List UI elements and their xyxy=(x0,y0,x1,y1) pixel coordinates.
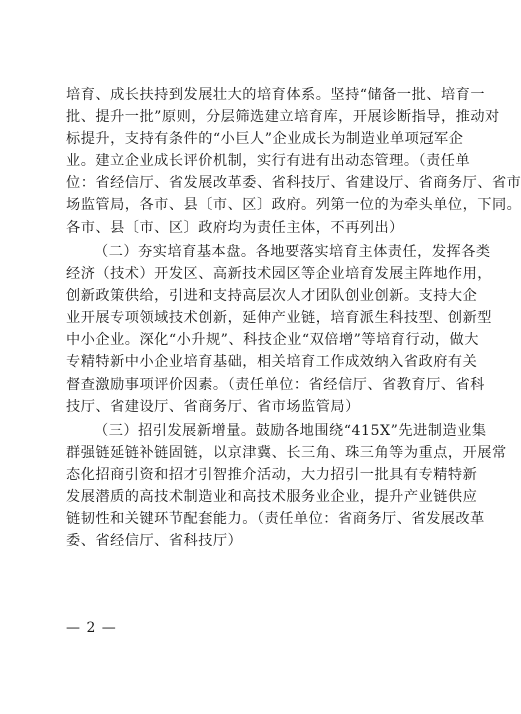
text-line: 中小企业。深化“小升规”、科技企业“双倍增”等培育行动，做大 xyxy=(66,332,479,349)
paragraph-2 xyxy=(66,241,492,418)
text-line: 业。建立企业成长评价机制，实行有进有出动态管理。（责任单 xyxy=(66,153,471,170)
paragraph-3 xyxy=(66,420,507,553)
text-line: 经济（技术）开发区、高新技术园区等企业培育发展主阵地作用， xyxy=(66,266,492,283)
text-line: 批、提升一批”原则，分层筛选建立培育库，开展诊断指导，推动对 xyxy=(66,109,500,126)
paragraph-1 xyxy=(66,84,521,239)
text-line: 督查激励事项评价因素。（责任单位：省经信厅、省教育厅、省科 xyxy=(66,376,485,393)
text-line: 技厅、省建设厅、省商务厅、省市场监管局） xyxy=(66,398,360,415)
text-line: 发展潜质的高技术制造业和高技术服务业企业，提升产业链供应 xyxy=(66,489,478,506)
text-line: 群强链延链补链固链，以京津冀、长三角、珠三角等为重点，开展常 xyxy=(66,445,507,462)
text-line: 场监管局，各市、县〔市、区〕政府。列第一位的为牵头单位，下同。 xyxy=(66,197,521,214)
text-line: 委、省经信厅、省科技厅） xyxy=(66,533,243,550)
text-line: 创新政策供给，引进和支持高层次人才团队创业创新。支持大企 xyxy=(66,288,478,305)
text-line: 各市、县〔市、区〕政府均为责任主体，不再列出） xyxy=(66,219,404,236)
text-line: 标提升，支持有条件的“小巨人”企业成长为制造业单项冠军企 xyxy=(66,131,464,148)
text-line: 培育、成长扶持到发展壮大的培育体系。坚持“储备一批、培育一 xyxy=(66,87,486,103)
text-line: 专精特新中小企业培育基础，相关培育工作成效纳入省政府有关 xyxy=(66,354,478,371)
text-line: 态化招商引资和招才引智推介活动，大力招引一批具有专精特新 xyxy=(66,467,478,484)
text-line: 位：省经信厅、省发展改革委、省科技厅、省建设厅、省商务厅、省市 xyxy=(66,175,521,192)
page-number: — 2 — xyxy=(66,620,117,636)
text-line: 链韧性和关键环节配套能力。（责任单位：省商务厅、省发展改革 xyxy=(66,511,485,528)
text-line: 业开展专项领域技术创新，延伸产业链，培育派生科技型、创新型 xyxy=(66,310,492,327)
text-line: （二）夯实培育基本盘。各地要落实培育主体责任，发挥各类 xyxy=(94,244,491,260)
text-line: （三）招引发展新增量。鼓励各地围绕“415X”先进制造业集 xyxy=(94,423,487,439)
